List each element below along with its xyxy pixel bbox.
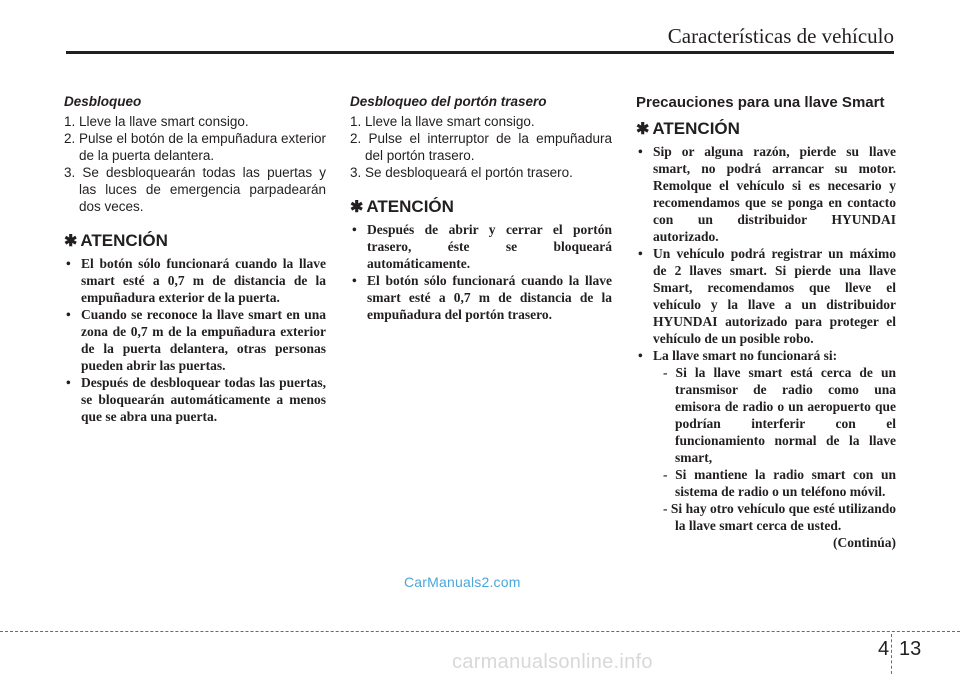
list-item: - Si hay otro vehículo que esté utilizando la llave smart cerca de usted. <box>663 501 896 533</box>
list-item: - Si mantiene la radio smart con un sistema de radio o un teléfono móvil. <box>663 467 896 499</box>
steps-list <box>350 113 612 181</box>
chapter-number: 4 <box>878 638 890 660</box>
site-logo: carmanualsonline.info <box>452 651 653 673</box>
column-unlocking <box>64 94 326 425</box>
watermark-link[interactable]: CarManuals2.com <box>404 574 521 590</box>
header-rule <box>66 51 894 54</box>
page-number-separator <box>891 634 892 674</box>
column-tailgate <box>350 94 612 323</box>
sub-list <box>653 364 896 534</box>
list-item: • El botón sólo funcionará cuando la llave smart esté a 0,7 m de distancia de la empuñadura del portón trasero. <box>352 273 612 322</box>
warning-heading <box>64 231 326 251</box>
warning-list <box>350 221 612 323</box>
warning-heading <box>636 119 896 139</box>
section-heading: Desbloqueo del portón trasero <box>350 94 547 109</box>
warning-title: ATENCIÓN <box>652 119 740 138</box>
footer-divider <box>0 631 960 632</box>
list-item: 1. Lleve la llave smart consigo. <box>64 114 249 129</box>
warning-title: ATENCIÓN <box>80 231 168 250</box>
list-item: 3. Se desbloquearán todas las puertas y las luces de emergencia parpadearán dos veces. <box>64 165 326 214</box>
list-item: 3. Se desbloqueará el portón trasero. <box>350 165 573 180</box>
list-item: • Sip or alguna razón, pierde su llave smart, no podrá arrancar su motor. Remolque el vehículo si es necesario y recomendamos que se ponga en contacto con un distribuidor HYUNDAI autorizado. <box>638 144 896 244</box>
list-item: • Después de desbloquear todas las puertas, se bloquearán automáticamente a menos que se abra una puerta. <box>66 375 326 424</box>
star-cross-icon: ✱ <box>350 199 364 216</box>
warning-list <box>64 255 326 425</box>
list-item: - Si la llave smart está cerca de un transmisor de radio como una emisora de radio o un aeropuerto que podrían interferir con el funcionamiento normal de la llave smart, <box>663 365 896 465</box>
page-number: 13 <box>899 638 922 660</box>
warning-list <box>636 143 896 534</box>
list-item: • Después de abrir y cerrar el portón trasero, éste se bloqueará automáticamente. <box>352 222 612 271</box>
list-item: • La llave smart no funcionará si: - Si la llave smart está cerca de un transmisor de radio como una emisora de radio o un aeropuerto que podrían interferir con el funcionamiento normal de la llave smart, - Si mantiene la radio smart con un sistema de radio o un teléfono móvil. - Si hay otro vehículo que esté utilizando la llave smart cerca de usted. <box>638 348 896 533</box>
list-item: • El botón sólo funcionará cuando la llave smart esté a 0,7 m de distancia de la empuñadura exterior de la puerta. <box>66 256 326 305</box>
list-item: 2. Pulse el botón de la empuñadura exterior de la puerta delantera. <box>64 131 326 163</box>
steps-list <box>64 113 326 215</box>
star-cross-icon: ✱ <box>64 233 78 250</box>
section-heading: Desbloqueo <box>64 94 142 109</box>
warning-heading <box>350 197 612 217</box>
section-heading: Precauciones para una llave Smart <box>636 94 885 111</box>
list-item: • Cuando se reconoce la llave smart en una zona de 0,7 m de la empuñadura exterior de la puerta delantera, otras personas pueden abrir las puertas. <box>66 307 326 373</box>
list-item: • Un vehículo podrá registrar un máximo de 2 llaves smart. Si pierde una llave Smart, recomendamos que lleve el vehículo y la llave a un distribuidor HYUNDAI autorizado para proteger el vehículo de un posible robo. <box>638 246 896 346</box>
list-item: 1. Lleve la llave smart consigo. <box>350 114 535 129</box>
column-precautions <box>636 94 896 551</box>
page-header-title: Características de vehículo <box>667 24 894 48</box>
continued-label: (Continúa) <box>832 535 896 550</box>
star-cross-icon: ✱ <box>636 121 650 138</box>
warning-title: ATENCIÓN <box>366 197 454 216</box>
list-item: 2. Pulse el interruptor de la empuñadura del portón trasero. <box>350 131 612 163</box>
